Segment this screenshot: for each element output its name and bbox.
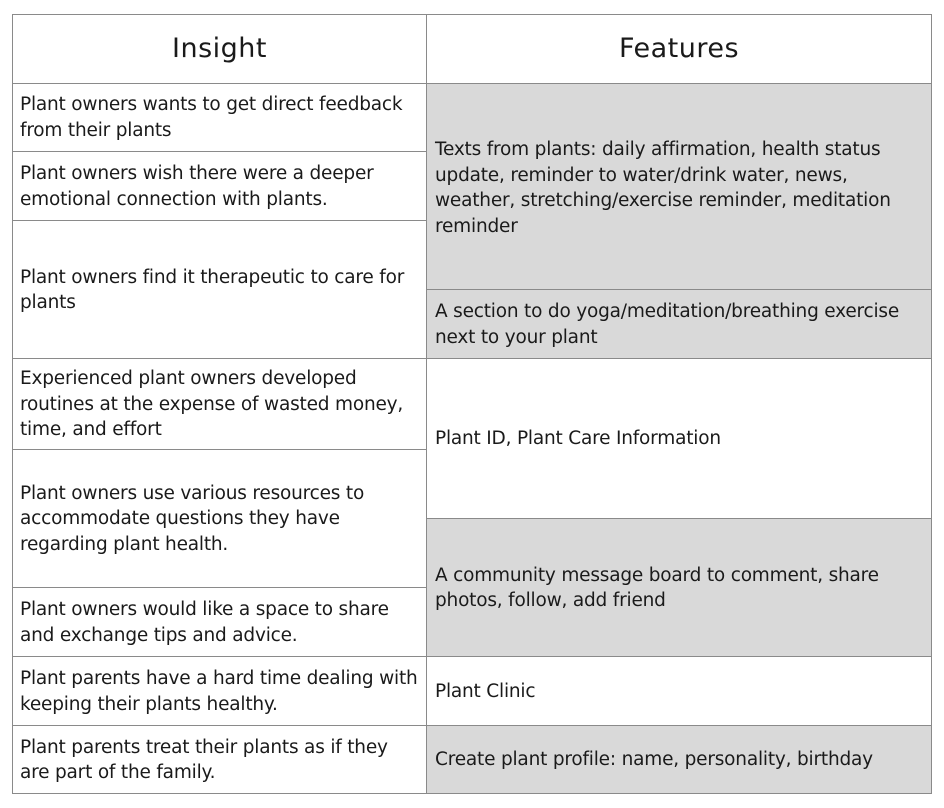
feature-cell: Create plant profile: name, personality, birthday [427, 726, 931, 794]
table-border-bottom [12, 793, 932, 794]
header-features: Features [618, 32, 740, 64]
row-divider [12, 358, 932, 359]
row-divider [426, 518, 932, 519]
row-divider [12, 725, 932, 726]
insight-cell: Plant owners wants to get direct feedback from their plants [20, 94, 403, 141]
insight-cell: Plant owners use various resources to accommodate questions they have regarding plant health. [20, 482, 365, 555]
row-divider [12, 587, 427, 588]
row-divider [12, 449, 427, 450]
header-insight: Insight [172, 32, 267, 64]
row-divider [12, 83, 932, 84]
feature-cell: Texts from plants: daily affirmation, health status update, reminder to water/drink water, news, weather, stretching/exercise reminder, meditation reminder [427, 83, 931, 290]
feature-cell: Plant ID, Plant Care Information [435, 428, 721, 450]
feature-cell: A section to do yoga/meditation/breathing exercise next to your plant [427, 290, 931, 359]
row-divider [12, 656, 932, 657]
row-divider [12, 151, 427, 152]
insight-cell: Plant owners would like a space to share and exchange tips and advice. [20, 599, 389, 646]
insight-cell: Plant owners wish there were a deeper emotional connection with plants. [20, 163, 374, 210]
insight-cell: Plant parents treat their plants as if they are part of the family. [20, 736, 388, 783]
insight-cell: Experienced plant owners developed routines at the expense of wasted money, time, and effort [20, 368, 404, 441]
table-border-left [12, 14, 13, 794]
insight-cell: Plant parents have a hard time dealing with keeping their plants healthy. [20, 668, 418, 715]
insight-cell: Plant owners find it therapeutic to care for plants [20, 266, 405, 313]
column-divider [426, 14, 427, 794]
row-divider [12, 220, 427, 221]
table-border-right [931, 14, 932, 794]
feature-cell: A community message board to comment, share photos, follow, add friend [427, 519, 931, 657]
feature-cell: Plant Clinic [435, 680, 536, 702]
row-divider [426, 289, 932, 290]
table-border-top [12, 14, 932, 15]
